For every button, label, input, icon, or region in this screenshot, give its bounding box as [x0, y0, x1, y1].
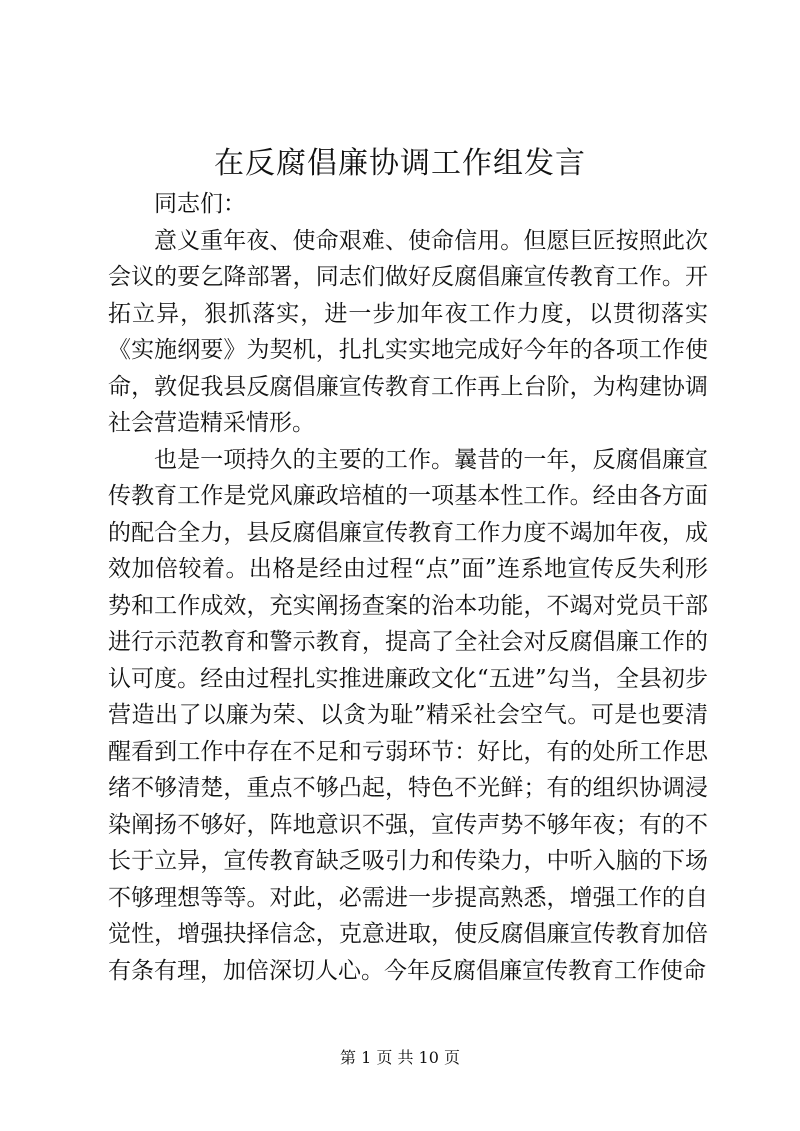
page-number-footer: 第 1 页 共 10 页 [340, 1048, 460, 1067]
paragraph: 意义重年夜、使命艰难、使命信用。但愿巨匠按照此次会议的要乞降部署，同志们做好反腐倡廉宣传教育工作。开拓立异，狠抓落实，进一步加年夜工作力度，以贯彻落实《实施纲要》为契机，扎扎实实地完成好今年的各项工作使命，敦促我县反腐倡廉宣传教育工作再上台阶，为构建协调社会营造精采情形。 [108, 227, 708, 436]
salutation: 同志们： [154, 191, 246, 217]
paragraph: 也是一项持久的主要的工作。曩昔的一年，反腐倡廉宣传教育工作是党风廉政培植的一项基本性工作。经由各方面的配合全力，县反腐倡廉宣传教育工作力度不竭加年夜，成效加倍较着。出格是经由过程“点”面”连系地宣传反失利形势和工作成效，充实阐扬查案的治本功能，不竭对党员干部进行示范教育和警示教育，提高了全社会对反腐倡廉工作的认可度。经由过程扎实推进廉政文化“五进”勾当，全县初步营造出了以廉为荣、以贪为耻”精采社会空气。可是也要清醒看到工作中存在不足和亏弱环节：好比，有的处所工作思绪不够清楚，重点不够凸起，特色不光鲜；有的组织协调浸染阐扬不够好，阵地意识不强，宣传声势不够年夜；有的不长于立异，宣传教育缺乏吸引力和传染力，中听入脑的下场不够理想等等。对此，必需进一步提高熟悉，增强工作的自觉性，增强抉择信念，克意进取，使反腐倡廉宣传教育加倍有条有理，加倍深切人心。今年反腐倡廉宣传教育工作使命 [108, 446, 708, 984]
document-title: 在反腐倡廉协调工作组发言 [214, 146, 586, 181]
document-body [108, 186, 708, 989]
